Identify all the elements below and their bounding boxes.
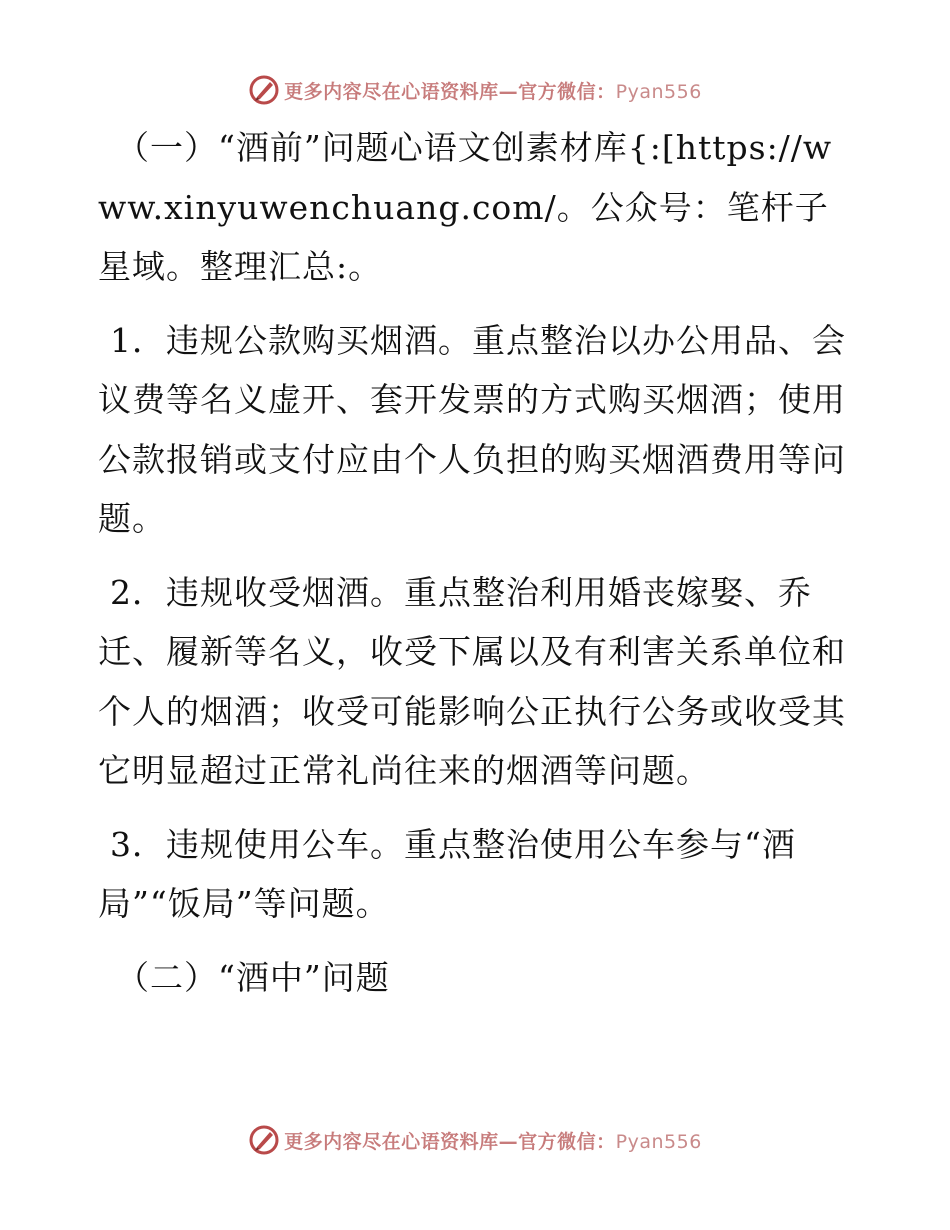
- pen-logo-icon: [248, 74, 280, 106]
- document-body: [98, 118, 850, 1021]
- paragraph-item-3: 3．违规使用公车。重点整治使用公车参与“酒局”“饭局”等问题。: [98, 824, 796, 923]
- pen-logo-icon: [248, 1124, 280, 1156]
- header-banner: [0, 70, 950, 110]
- paragraph-item-2: 2．违规收受烟酒。重点整治利用婚丧嫁娶、乔迁、履新等名义，收受下属以及有利害关系单位和个人的烟酒；收受可能影响公正执行公务或收受其它明显超过正常礼尚往来的烟酒等问题。: [98, 572, 846, 790]
- banner-handle: Pyan556: [615, 1130, 702, 1153]
- banner-text: 更多内容尽在心语资料库—官方微信：Pyan556: [284, 1130, 702, 1153]
- paragraph-item-1: 1．违规公款购买烟酒。重点整治以办公用品、会议费等名义虚开、套开发票的方式购买烟酒；使用公款报销或支付应由个人负担的购买烟酒费用等问题。: [98, 320, 846, 538]
- paragraph-section-one: （一）“酒前”问题心语文创素材库{:[https://www.xinyuwenchuang.com/。公众号：笔杆子星域。整理汇总:。: [98, 128, 833, 286]
- banner-text: 更多内容尽在心语资料库—官方微信：Pyan556: [284, 80, 702, 103]
- paragraph-section-two: （二）“酒中”问题: [116, 957, 390, 997]
- footer-banner: [0, 1120, 950, 1160]
- banner-handle: Pyan556: [615, 80, 702, 103]
